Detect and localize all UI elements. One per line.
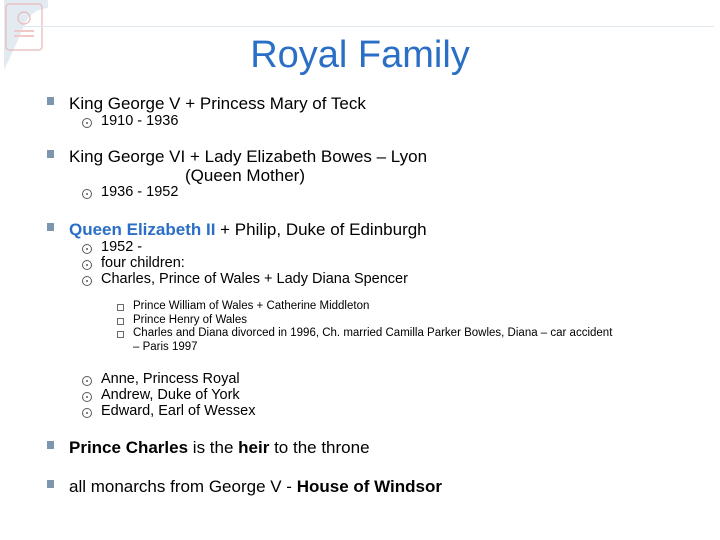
charles-line — [101, 271, 408, 287]
child-edward: Edward, Earl of Wessex — [101, 403, 256, 419]
charles-spouse: + Lady Diana Spencer — [260, 271, 408, 287]
bullet-elizabeth — [47, 220, 427, 240]
circle-bullet-icon — [82, 118, 92, 128]
slide-title: Royal Family — [250, 34, 470, 76]
circle-bullet-icon — [82, 276, 92, 286]
circle-bullet-icon — [82, 392, 92, 402]
heir-text-2: to the throne — [269, 438, 370, 457]
sub-item-william: Prince William of Wales + Catherine Middleton — [133, 300, 370, 312]
child-anne: Anne, Princess Royal — [101, 371, 240, 387]
sub-item-divorce-cont: – Paris 1997 — [133, 341, 198, 353]
square-bullet-icon — [47, 441, 54, 449]
circle-bullet-icon — [82, 260, 92, 270]
bullet-george5 — [47, 94, 366, 114]
george6-reign: 1936 - 1952 — [101, 184, 179, 200]
child-andrew: Andrew, Duke of York — [101, 387, 240, 403]
bullet-heir — [47, 438, 370, 458]
header-rule — [24, 26, 714, 27]
circle-bullet-icon — [82, 189, 92, 199]
sub-item-henry: Prince Henry of Wales — [133, 314, 247, 326]
small-square-bullet-icon — [117, 318, 124, 325]
heir-word: heir — [238, 438, 270, 457]
george6-spouse: + Lady Elizabeth Bowes – Lyon — [185, 147, 428, 166]
charles-name: Charles, Prince of Wales — [101, 271, 261, 287]
george6-name: King George VI — [69, 147, 186, 166]
windsor-text: all monarchs from George V - — [69, 477, 297, 496]
circle-bullet-icon — [82, 408, 92, 418]
square-bullet-icon — [47, 223, 54, 231]
square-bullet-icon — [47, 480, 54, 488]
elizabeth-name: Queen Elizabeth II — [69, 220, 216, 239]
george5-reign: 1910 - 1936 — [101, 113, 179, 129]
george5-name: King George V — [69, 94, 181, 113]
sub-item-divorce: Charles and Diana divorced in 1996, Ch. married Camilla Parker Bowles, Diana – car accident — [133, 327, 613, 339]
windsor-house: House of Windsor — [296, 477, 442, 496]
bullet-windsor — [47, 477, 442, 497]
bullet-george6 — [47, 147, 427, 167]
children-count: four children: — [101, 255, 185, 271]
heir-text-1: is the — [188, 438, 239, 457]
george5-spouse: + Princess Mary of Teck — [180, 94, 366, 113]
george6-spouse-title: (Queen Mother) — [185, 166, 305, 185]
circle-bullet-icon — [82, 244, 92, 254]
heir-charles: Prince Charles — [69, 438, 189, 457]
small-square-bullet-icon — [117, 331, 124, 338]
elizabeth-spouse: + Philip, Duke of Edinburgh — [215, 220, 427, 239]
circle-bullet-icon — [82, 376, 92, 386]
small-square-bullet-icon — [117, 304, 124, 311]
elizabeth-reign: 1952 - — [101, 239, 143, 255]
square-bullet-icon — [47, 97, 54, 105]
square-bullet-icon — [47, 150, 54, 158]
